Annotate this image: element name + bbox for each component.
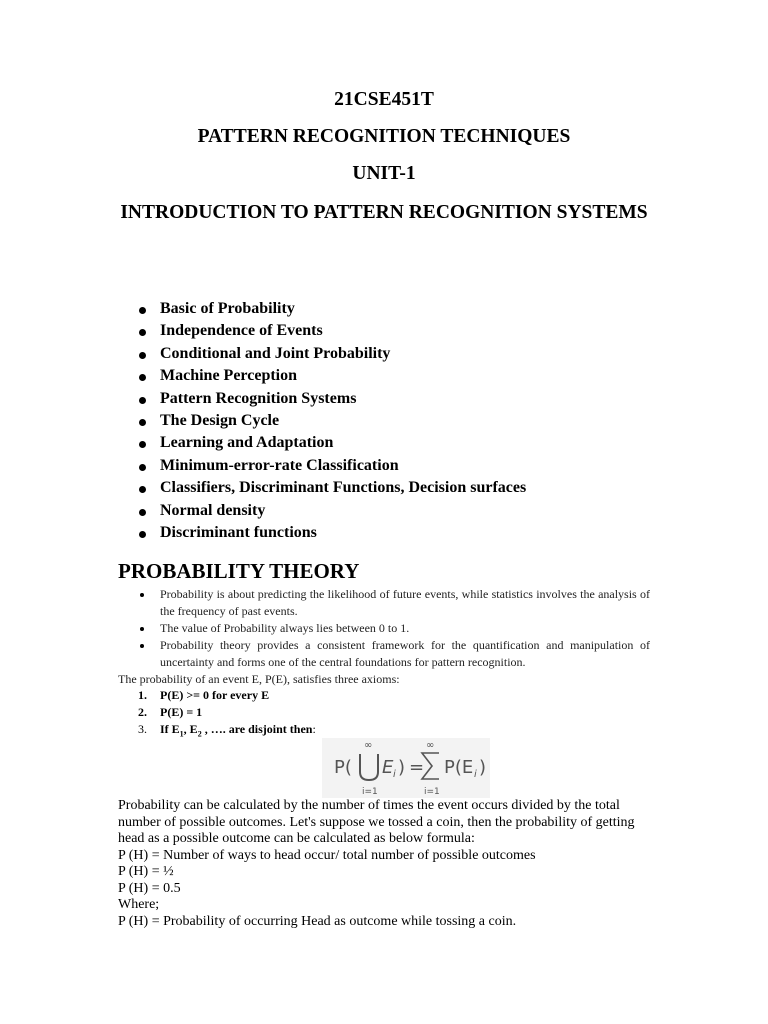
- course-title: PATTERN RECOGNITION TECHNIQUES: [197, 126, 571, 147]
- topic-label: Minimum-error-rate Classification: [160, 456, 399, 474]
- probability-paragraph: [118, 798, 678, 930]
- axiom-item: [138, 721, 316, 742]
- sum-upper-limit: ∞: [426, 740, 435, 751]
- paragraph-line: number of possible outcomes. Let's suppose we tossed a coin, then the probability of getting: [118, 814, 635, 830]
- paragraph-line: P (H) = ½: [118, 864, 174, 879]
- topic-label: Machine Perception: [160, 367, 298, 385]
- axiom-number: 1.: [138, 688, 147, 702]
- axiom-number: 3.: [138, 722, 147, 736]
- topic-item: [134, 432, 526, 454]
- axiom-text: P(E) >= 0 for every E: [160, 688, 270, 702]
- formula-lhs-close: ): [398, 757, 406, 778]
- bullet-icon: [139, 329, 146, 336]
- axiom-number: 2.: [138, 705, 147, 719]
- list-item: [136, 586, 650, 620]
- axiom-text: P(E) = 1: [160, 705, 203, 719]
- topic-label: Learning and Adaptation: [160, 434, 334, 452]
- topic-item: [134, 477, 526, 499]
- course-code: 21CSE451T: [334, 89, 434, 110]
- bullet-icon: [139, 307, 146, 314]
- list-item: [136, 637, 650, 671]
- bullet-text: The value of Probability always lies between 0 to 1.: [160, 621, 410, 635]
- topic-label: Normal density: [160, 501, 266, 519]
- formula-graphic: [322, 738, 490, 798]
- bullet-text: Probability is about predicting the likelihood of future events, while statistics involves the analysis of the frequency of past events.: [160, 587, 650, 618]
- formula-rhs-subscript: i: [474, 769, 477, 780]
- paragraph-line: Where;: [118, 897, 160, 912]
- paragraph-line: P (H) = 0.5: [118, 880, 181, 896]
- union-lower-limit: i=1: [362, 787, 378, 797]
- unit-title: INTRODUCTION TO PATTERN RECOGNITION SYSTEMS: [120, 202, 648, 223]
- bullet-icon: [139, 374, 146, 381]
- title-block: [60, 88, 708, 239]
- topic-item: [134, 320, 526, 342]
- bullet-icon: [139, 352, 146, 359]
- bullet-icon: [139, 397, 146, 404]
- bullet-text: Probability theory provides a consistent framework for the quantification and manipulation of uncertainty and forms one of the central foundations for pattern recognition.: [160, 638, 650, 669]
- formula-equals: =: [409, 757, 425, 778]
- axioms-list: [138, 687, 316, 742]
- topic-item: [134, 410, 526, 432]
- union-sum-formula: [322, 738, 490, 798]
- topic-item: [134, 298, 526, 320]
- paragraph-line: P (H) = Number of ways to head occur/ total number of possible outcomes: [118, 847, 536, 863]
- axiom-item: [138, 687, 316, 704]
- topic-item: [134, 365, 526, 387]
- bullet-icon: [139, 509, 146, 516]
- topic-item: [134, 500, 526, 522]
- topic-label: Conditional and Joint Probability: [160, 344, 391, 362]
- bullet-icon: [140, 593, 144, 597]
- topic-label: Classifiers, Discriminant Functions, Decision surfaces: [160, 479, 527, 497]
- list-item: [136, 620, 650, 637]
- bullet-icon: [139, 464, 146, 471]
- topic-label: Basic of Probability: [160, 300, 295, 317]
- paragraph-line: P (H) = Probability of occurring Head as outcome while tossing a coin.: [118, 913, 517, 929]
- formula-rhs: P(E: [444, 757, 474, 778]
- formula-rhs-close: ): [479, 757, 487, 778]
- bullet-icon: [140, 627, 144, 631]
- formula-lhs-subscript: i: [393, 769, 396, 780]
- paragraph-line: Probability can be calculated by the number of times the event occurs divided by the total: [118, 798, 620, 813]
- topic-item: [134, 522, 526, 544]
- topic-item: [134, 388, 526, 410]
- topic-list: [134, 298, 526, 544]
- axiom-text: If $E_1$, $E_2$ , …. are disjoint then:: [160, 722, 316, 739]
- bullet-icon: [139, 486, 146, 493]
- topic-label: Pattern Recognition Systems: [160, 389, 357, 407]
- axioms-intro: The probability of an event E, P(E), satisfies three axioms:: [118, 672, 400, 686]
- big-union-symbol: [360, 754, 378, 780]
- topic-label: Discriminant functions: [160, 524, 317, 542]
- bullet-icon: [139, 441, 146, 448]
- topic-item: [134, 343, 526, 365]
- probability-bullet-list: [136, 586, 650, 671]
- section-heading: PROBABILITY THEORY: [118, 559, 360, 583]
- union-upper-limit: ∞: [364, 740, 373, 751]
- formula-lhs-p: P(: [334, 757, 352, 778]
- topic-label: The Design Cycle: [160, 412, 280, 430]
- formula-lhs-e: E: [382, 757, 394, 778]
- axiom-item: [138, 704, 316, 721]
- topic-item: [134, 455, 526, 477]
- unit-label: UNIT-1: [352, 163, 416, 184]
- paragraph-line: head as a possible outcome can be calculated as below formula:: [118, 831, 475, 846]
- big-sum-symbol: [422, 753, 439, 779]
- sum-lower-limit: i=1: [424, 787, 440, 797]
- bullet-icon: [139, 419, 146, 426]
- bullet-icon: [139, 531, 146, 538]
- topic-label: Independence of Events: [160, 322, 323, 340]
- bullet-icon: [140, 644, 144, 648]
